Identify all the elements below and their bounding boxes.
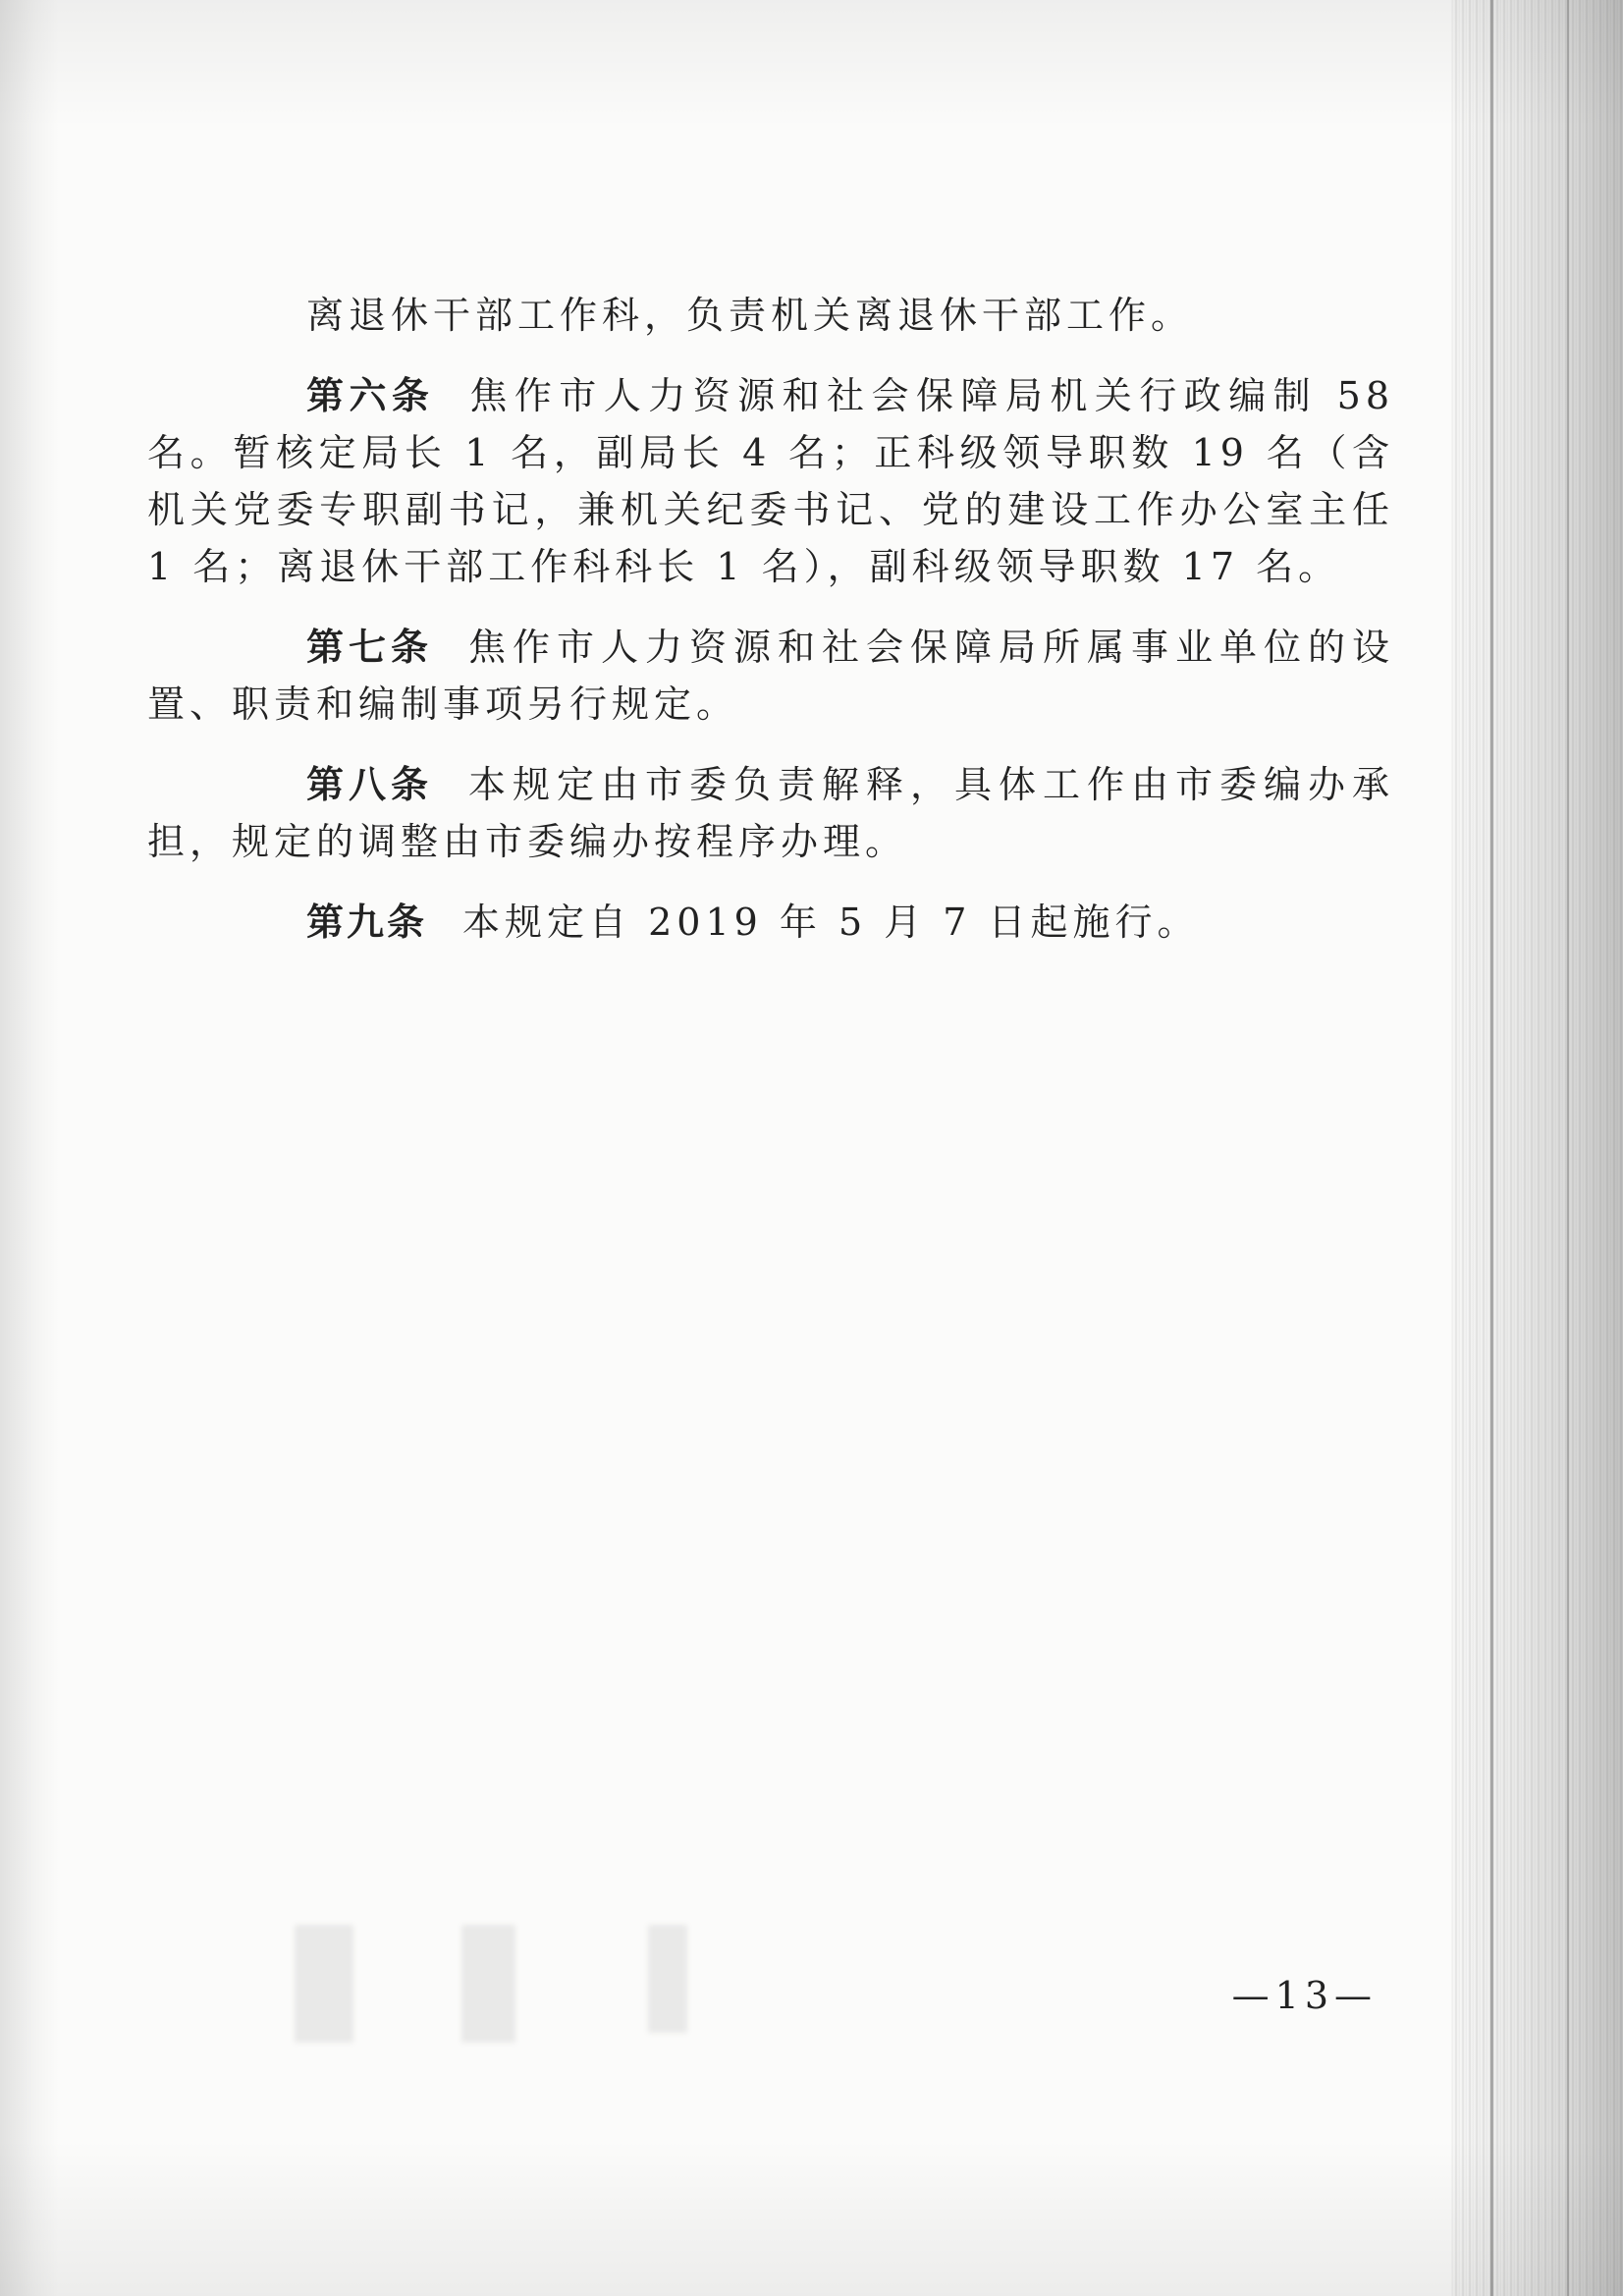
article-text: 本规定由市委负责解释，具体工作由市委编办承担，规定的调整由市委编办按程序办理。 (147, 763, 1394, 863)
scan-smudge (295, 1925, 353, 2043)
scan-shadow-bottom (0, 2139, 1623, 2296)
article-8 (147, 756, 1394, 870)
article-text: 本规定自 2019 年 5 月 7 日起施行。 (462, 901, 1200, 944)
article-number: 第七条 (306, 626, 433, 669)
scan-smudge (648, 1925, 687, 2033)
page-number: —13— (1231, 1974, 1378, 2017)
article-number: 第九条 (306, 901, 428, 944)
paragraph-continuation (216, 287, 1394, 344)
scan-line (1490, 0, 1493, 2296)
scan-smudge (461, 1925, 515, 2043)
scan-shadow-left (0, 0, 59, 2296)
article-6 (147, 367, 1394, 595)
article-9 (147, 894, 1394, 951)
article-number: 第六条 (306, 374, 435, 417)
article-7 (147, 619, 1394, 733)
document-body (147, 287, 1394, 974)
paragraph-text: 离退休干部工作科，负责机关离退休干部工作。 (306, 294, 1194, 337)
scan-line (1567, 0, 1569, 2296)
scan-shadow-top (0, 0, 1623, 128)
scan-shadow-right (1451, 0, 1623, 2296)
article-text: 焦作市人力资源和社会保障局机关行政编制 58 名。暂核定局长 1 名，副局长 4 名；正科级领导职数 19 名（含机关党委专职副书记，兼机关纪委书记、党的建设工作办公室主任 1 名；离退休干部工作科科长 1 名），副科级领导职数 17 名。 (147, 374, 1394, 588)
article-number: 第八条 (306, 763, 433, 806)
article-text: 焦作市人力资源和社会保障局所属事业单位的设置、职责和编制事项另行规定。 (147, 626, 1394, 726)
